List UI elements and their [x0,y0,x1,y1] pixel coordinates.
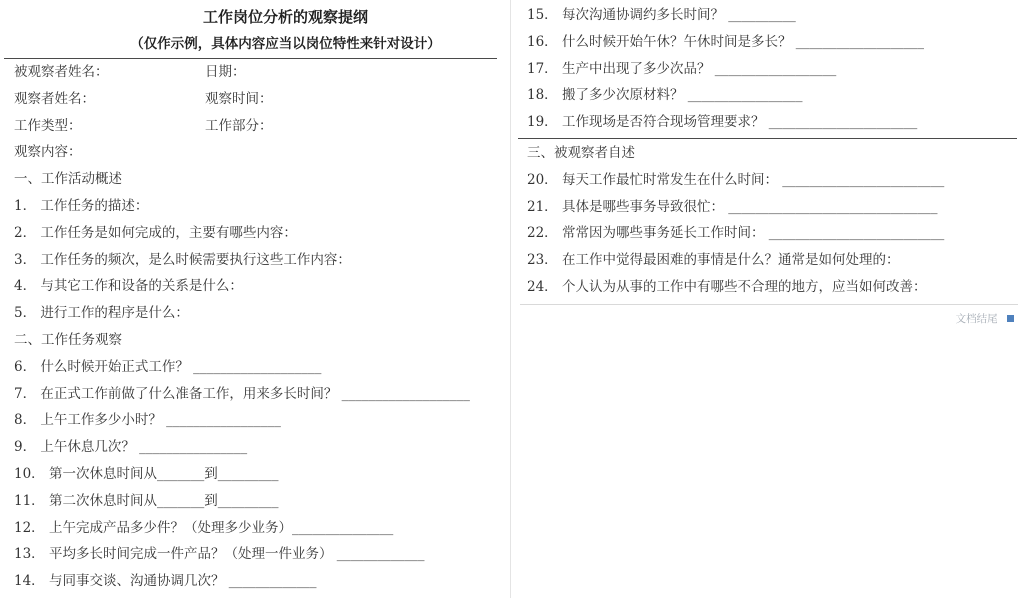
question-item-9[interactable]: 9． 上午休息几次？ ________________ [14,439,248,456]
form-label-observe-content: 观察内容： [14,144,82,161]
question-item-7[interactable]: 7． 在正式工作前做了什么准备工作，用来多长时间？ ___________________ [14,385,470,402]
question-item-15[interactable]: 15． 每次沟通协调约多长时间？ __________ [527,7,796,23]
question-item-16[interactable]: 16． 什么时候开始午休？午休时间是多长？ ___________________ [527,33,925,50]
question-item-3[interactable]: 3． 工作任务的频次，是么时候需要执行这些工作内容： [14,251,351,268]
end-of-document-label: 文档结尾 [955,312,998,325]
section-heading-3[interactable]: 三、被观察者自述 [527,144,635,161]
question-item-6[interactable]: 6． 什么时候开始正式工作？ ___________________ [14,358,322,375]
question-item-17[interactable]: 17． 生产中出现了多少次品？ __________________ [527,60,837,77]
question-item-11[interactable]: 11． 第二次休息时间从_______到_________ [14,492,279,509]
form-row-observer[interactable] [4,86,497,113]
form-row-observe-content[interactable] [4,139,497,166]
form-row-work-type[interactable] [4,113,497,140]
question-item-19[interactable]: 19． 工作现场是否符合现场管理要求？ ______________________ [527,114,918,131]
question-item-21[interactable]: 21． 具体是哪些事务导致很忙： _______________________________ [527,198,938,215]
end-of-document-square-icon [1007,315,1014,322]
doc-subtitle[interactable]: （仅作示例，具体内容应当以岗位特性来针对设计） [130,36,441,52]
section-heading-2[interactable]: 二、工作任务观察 [14,331,122,348]
end-of-document-marker [511,310,1024,328]
question-item-4[interactable]: 4． 与其它工作和设备的关系是什么： [14,278,243,295]
end-of-document-rule [520,304,1018,305]
question-item-20[interactable]: 20． 每天工作最忙时常发生在什么时间： ________________________ [527,171,945,188]
document-header [4,0,497,58]
form-label-observed-name: 被观察者姓名： [14,64,109,80]
question-item-1[interactable]: 1． 工作任务的描述： [14,197,149,214]
question-item-23[interactable]: 23． 在工作中觉得最困难的事情是什么？通常是如何处理的： [527,252,900,269]
form-label-observer-name: 观察者姓名： [14,90,95,107]
page-column-right[interactable] [511,2,1024,328]
question-item-22[interactable]: 22． 常常因为哪些事务延长工作时间： __________________________ [527,225,945,242]
question-item-10[interactable]: 10． 第一次休息时间从_______到_________ [14,465,279,482]
section-rule [518,138,1017,139]
section-heading-1[interactable]: 一、工作活动概述 [14,171,122,188]
form-label-work-type: 工作类型： [14,117,82,134]
form-row-names[interactable] [4,59,497,86]
question-item-14[interactable]: 14． 与同事交谈、沟通协调几次？ _____________ [14,573,317,590]
page-column-left[interactable] [4,0,497,595]
form-label-work-part: 工作部分： [205,117,273,134]
question-item-24[interactable]: 24． 个人认为从事的工作中有哪些不合理的地方，应当如何改善： [527,278,927,295]
question-item-18[interactable]: 18． 搬了多少次原材料？ _________________ [527,87,803,104]
doc-title[interactable]: 工作岗位分析的观察提纲 [202,8,368,26]
question-item-8[interactable]: 8． 上午工作多少小时？ _________________ [14,412,281,429]
question-item-5[interactable]: 5． 进行工作的程序是什么： [14,305,189,322]
question-item-12[interactable]: 12． 上午完成产品多少件？（处理多少业务）_______________ [14,519,394,536]
form-label-observe-time: 观察时间： [205,90,273,107]
question-item-2[interactable]: 2． 工作任务是如何完成的，主要有哪些内容： [14,224,297,241]
form-label-date: 日期： [205,64,246,80]
question-item-13[interactable]: 13． 平均多长时间完成一件产品？（处理一件业务） _____________ [14,546,425,563]
